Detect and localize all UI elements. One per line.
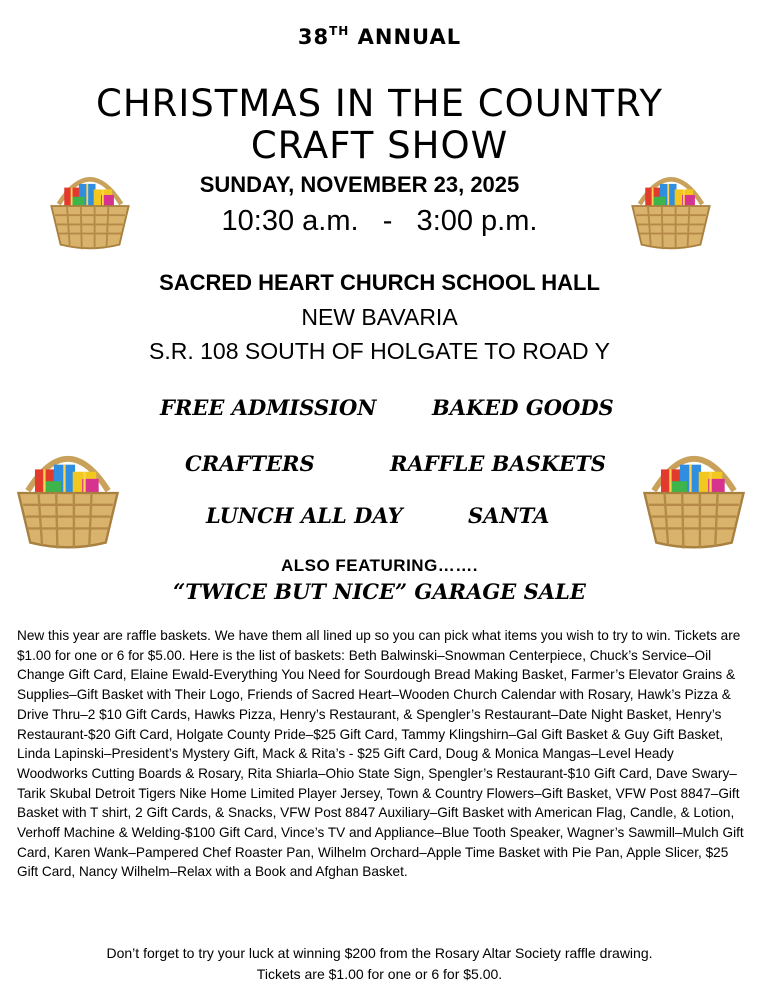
- title-line-2: CRAFT SHOW: [250, 124, 509, 167]
- venue-name: SACRED HEART CHURCH SCHOOL HALL: [159, 270, 600, 295]
- gift-basket-icon: [18, 459, 117, 549]
- annual-text: ANNUAL: [357, 25, 462, 49]
- raffle-description: New this year are raffle baskets. We have them all lined up so you can pick what items you wish to try to win. Tickets are $1.00 for one or 6 for $5.00. Here is the list of baskets: Beth Balwinski–Snowman Centerpiece, Chuck’s Service–Oil Change Gift Card, Elaine Ewald-Everything You Need for Sourdough Bread Making Basket, Farmer’s Elevator Grains & Supplies–Gift Basket with Their Logo, Friends of Sacred Heart–Wooden Church Calendar with Rosary, Hawk’s Pizza & Drive Thru–2 $10 Gift Cards, Hawks Pizza, Henry’s Restaurant, & Spengler’s Restaurant–Date Night Basket, Henry’s Restaurant-$20 Gift Card, Holgate County Pride–$25 Gift Card, Tammy Klingshirn–Gal Gift Basket & Guy Gift Basket, Linda Lapinski–President’s Mystery Gift, Mack & Rita’s - $25 Gift Card, Doug & Monica Mangas–Level Heady Woodworks Cutting Boards & Rosary, Rita Shiarla–Ohio State Sign, Spengler’s Restaurant-$10 Gift Card, Dave Swary–Tarik Skubal Detroit Tigers Nike Home Limited Player Jersey, Town & Country Flowers–Gift Basket, VFW Post 8847–Gift Basket with T shirt, 2 Gift Cards, & Snacks, VFW Post 8847 Auxiliary–Gift Basket with American Flag, Candle, & Lotion, Verhoff Machine & Welding-$100 Gift Card, Vince’s TV and Appliance–Blue Tooth Speaker, Wagner’s Sawmill–Mulch Gift Card, Karen Wank–Pampered Chef Roaster Pan, Wilhelm Orchard–Apple Time Basket with Pie Pan, Apple Slicer, $25 Gift Card, Nancy Wilhelm–Relax with a Book and Afghan Basket.: [17, 628, 744, 880]
- gift-basket-icon: [635, 434, 753, 552]
- feature-lunch: LUNCH ALL DAY: [206, 503, 403, 528]
- feature-raffle-baskets: RAFFLE BASKETS: [390, 451, 606, 476]
- annual-number: 38: [297, 25, 330, 49]
- garage-sale-title: “TWICE BUT NICE” GARAGE SALE: [173, 579, 586, 604]
- annual-superscript: TH: [329, 24, 350, 38]
- feature-santa: SANTA: [468, 503, 550, 528]
- also-featuring-label: ALSO FEATURING…….: [280, 556, 479, 575]
- venue-town: NEW BAVARIA: [301, 304, 458, 330]
- event-date: SUNDAY, NOVEMBER 23, 2025: [199, 172, 520, 197]
- venue-directions: S.R. 108 SOUTH OF HOLGATE TO ROAD Y: [149, 338, 610, 364]
- title-line-1: CHRISTMAS IN THE COUNTRY: [95, 82, 664, 125]
- footer-line-1: Don’t forget to try your luck at winning $200 from the Rosary Altar Society raffle drawing.: [106, 945, 653, 961]
- gift-basket-icon: [51, 179, 128, 249]
- feature-free-admission: FREE ADMISSION: [160, 395, 377, 420]
- gift-basket-icon: [644, 459, 743, 549]
- event-time: 10:30 a.m. - 3:00 p.m.: [221, 205, 538, 237]
- gift-basket-icon: [8, 434, 128, 552]
- feature-baked-goods: BAKED GOODS: [432, 395, 614, 420]
- gift-basket-icon: [632, 179, 709, 249]
- feature-crafters: CRAFTERS: [185, 451, 315, 476]
- gift-basket-icon: [44, 158, 136, 254]
- gift-basket-icon: [625, 158, 717, 254]
- footer-line-2: Tickets are $1.00 for one or 6 for $5.00.: [256, 966, 503, 982]
- annual-heading: [0, 24, 759, 49]
